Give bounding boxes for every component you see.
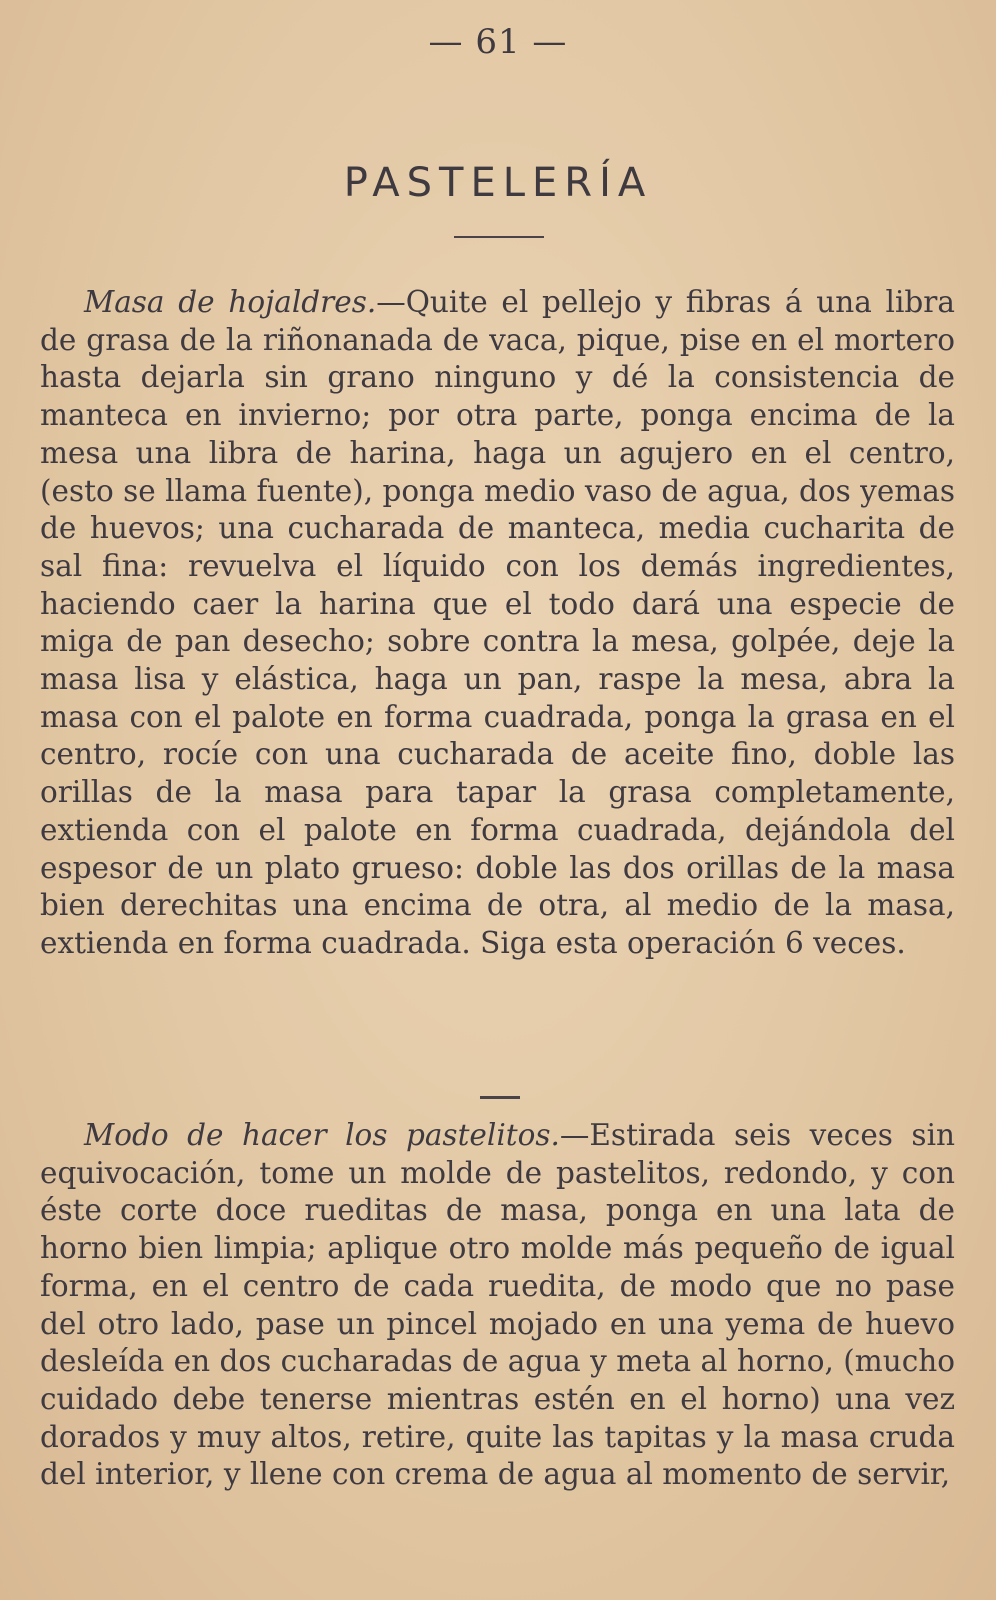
recipe-heading: Masa de hojaldres.: [84, 285, 377, 319]
title-divider: [454, 236, 544, 238]
page-number: — 61 —: [428, 22, 568, 62]
recipe-paragraph-pastelitos: [40, 1117, 955, 1494]
recipe-text: —Estirada seis veces sin equivocación, tome un molde de pastelitos, redondo, y con éste corte doce rueditas de masa, ponga en una lata de horno bien limpia; aplique otro molde más pequeño de igual forma, en el centro de cada ruedita, de modo que no pase del otro lado, pase un pincel mojado en una yema de huevo desleída en dos cucharadas de agua y meta al horno, (mucho cuidado debe tenerse mientras estén en el horno) una vez dorados y muy altos, retire, quite las tapitas y la masa cruda del interior, y llene con crema de agua al momento de servir,: [40, 1118, 956, 1492]
page-title: PASTELERÍA: [343, 160, 653, 206]
section-divider: [480, 1096, 520, 1099]
recipe-heading: Modo de hacer los pastelitos.: [84, 1118, 560, 1152]
recipe-text: —Quite el pellejo y fibras á una libra de grasa de la riñonanada de vaca, pique, pise en el mortero hasta dejarla sin grano ninguno y dé la consistencia de manteca en invierno; por otra parte, ponga encima de la mesa una libra de harina, haga un agujero en el centro, (esto se llama fuente), ponga medio vaso de agua, dos yemas de huevos; una cucharada de manteca, media cucharita de sal fina: revuelva el líquido con los demás ingredientes, haciendo caer la harina que el todo dará una especie de miga de pan desecho; sobre contra la mesa, golpée, deje la masa lisa y elástica, haga un pan, raspe la mesa, abra la masa con el palote en forma cuadrada, ponga la grasa en el centro, rocíe con una cucharada de aceite fino, doble las orillas de la masa para tapar la grasa completamente, extienda con el palote en forma cuadrada, dejándola del espesor de un plato grueso: doble las dos orillas de la masa bien derechitas una encima de otra, al medio de la masa, extienda en forma cuadrada. Siga esta operación 6 veces.: [40, 285, 955, 960]
recipe-paragraph-masa-de-hojaldres: [40, 284, 955, 963]
